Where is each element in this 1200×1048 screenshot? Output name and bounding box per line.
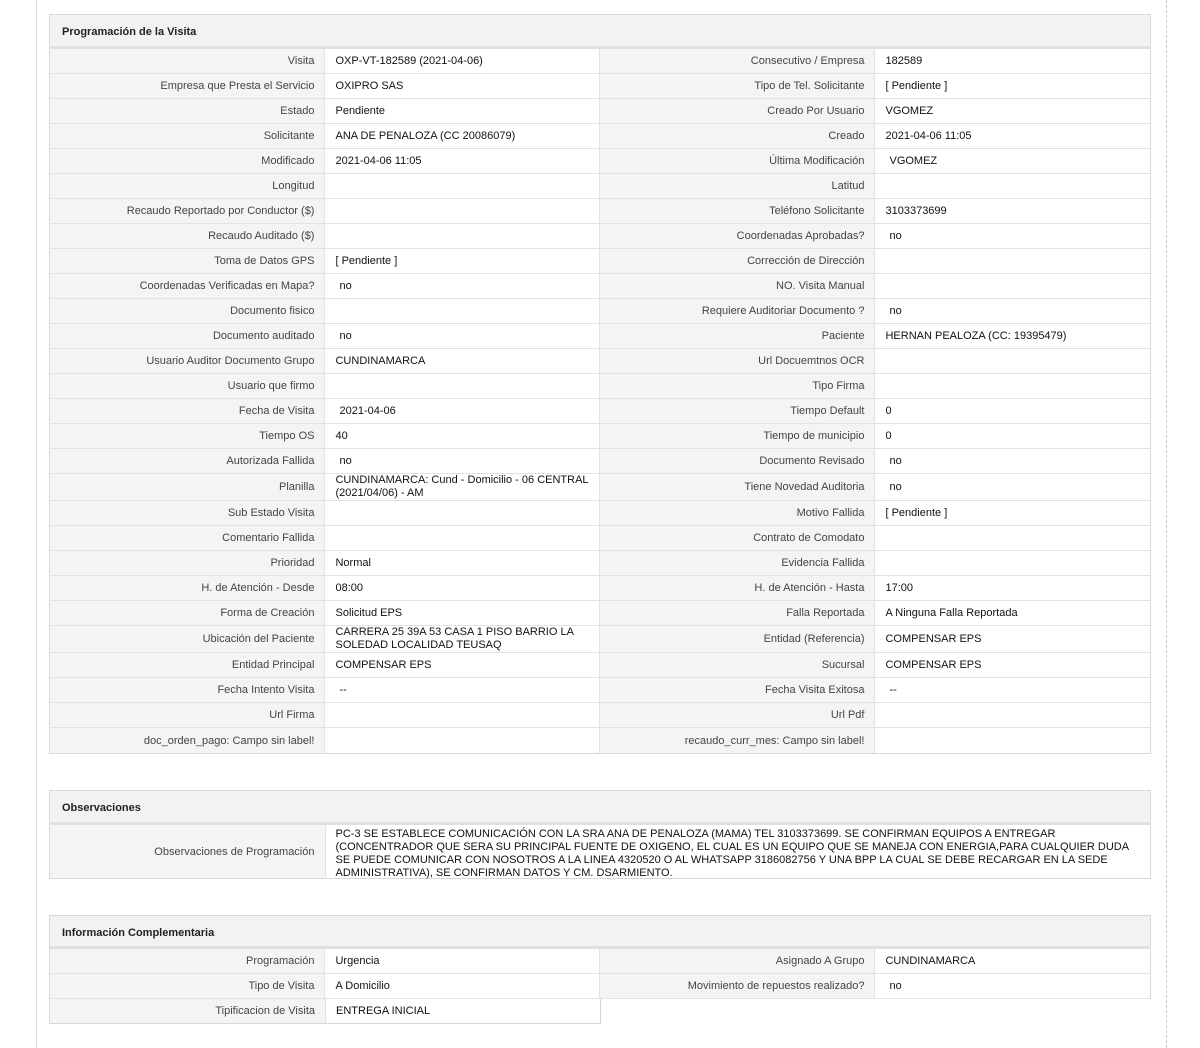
field-label: Tipo de Tel. Solicitante — [600, 74, 875, 98]
field-value: 0 — [875, 424, 1150, 448]
table-row — [50, 274, 1150, 299]
field-label: Requiere Auditoriar Documento ? — [600, 299, 875, 323]
field-value: ANA DE PENALOZA (CC 20086079) — [325, 124, 600, 148]
table-row — [50, 124, 1150, 149]
field-value: HERNAN PEALOZA (CC: 19395479) — [875, 324, 1150, 348]
table-row — [50, 551, 1150, 576]
field-value — [875, 374, 1150, 398]
field-value: no — [325, 274, 600, 298]
field-label: Url Docuemtnos OCR — [600, 349, 875, 373]
field-value: no — [875, 474, 1150, 500]
table-row — [50, 399, 1150, 424]
field-label: Fecha Visita Exitosa — [600, 678, 875, 702]
field-label: Visita — [50, 49, 325, 73]
field-value — [325, 374, 600, 398]
field-label: Evidencia Fallida — [600, 551, 875, 575]
field-value: no — [325, 449, 600, 473]
field-label: Planilla — [50, 474, 325, 500]
field-value: 0 — [875, 399, 1150, 423]
table-row — [50, 449, 1150, 474]
complementaria-table — [50, 949, 1151, 1024]
field-label: Recaudo Auditado ($) — [50, 224, 325, 248]
field-label: Tipificacion de Visita — [50, 999, 326, 1023]
field-value: OXP-VT-182589 (2021-04-06) — [325, 49, 600, 73]
table-row — [50, 653, 1150, 678]
field-label: Modificado — [50, 149, 325, 173]
field-label: Documento fisico — [50, 299, 325, 323]
field-value: CUNDINAMARCA: Cund - Domicilio - 06 CENTRAL (2021/04/06) - AM — [325, 474, 600, 500]
field-value — [875, 249, 1150, 273]
left-divider-line — [36, 0, 37, 1048]
field-value — [875, 349, 1150, 373]
field-value — [875, 728, 1150, 753]
field-label: Creado Por Usuario — [600, 99, 875, 123]
field-label: Corrección de Dirección — [600, 249, 875, 273]
table-row — [50, 99, 1150, 124]
field-value: ENTREGA INICIAL — [326, 999, 601, 1023]
field-value — [875, 526, 1150, 550]
table-row — [50, 199, 1150, 224]
field-value: Normal — [325, 551, 600, 575]
field-value: [ Pendiente ] — [875, 501, 1150, 525]
field-label: Entidad (Referencia) — [600, 626, 875, 652]
field-value — [325, 501, 600, 525]
table-row — [50, 74, 1150, 99]
field-label: Longitud — [50, 174, 325, 198]
table-row — [50, 501, 1150, 526]
field-label: Teléfono Solicitante — [600, 199, 875, 223]
field-label: Solicitante — [50, 124, 325, 148]
field-label: Tiene Novedad Auditoria — [600, 474, 875, 500]
field-label: Motivo Fallida — [600, 501, 875, 525]
field-label: H. de Atención - Desde — [50, 576, 325, 600]
field-label: Estado — [50, 99, 325, 123]
field-value: CUNDINAMARCA — [325, 349, 600, 373]
field-value: 2021-04-06 — [325, 399, 600, 423]
field-value: COMPENSAR EPS — [325, 653, 600, 677]
table-row — [50, 974, 1151, 999]
field-label: Autorizada Fallida — [50, 449, 325, 473]
table-row — [50, 678, 1150, 703]
field-value: no — [875, 449, 1150, 473]
field-value: COMPENSAR EPS — [875, 626, 1150, 652]
field-value — [325, 526, 600, 550]
observaciones-value: PC-3 SE ESTABLECE COMUNICACIÓN CON LA SRA ANA DE PENALOZA (MAMA) TEL 3103373699. SE CONFIRMAN EQUIPOS A ENTREGAR (CONCENTRADOR QUE SERA SU PRINCIPAL FUENTE DE OXIGENO, EL CUAL ES UN EQUIPO QUE SE MANEJA CON ENERGIA,PARA CUALQUIER DUDA SE PUEDE COMUNICAR CON NOSOTROS A LA LINEA 4320520 O AL WHATSAPP 3186082756 Y UNA BPP LA CUAL SE DEBE RECARGAR EN LA SEDE ADMINISTRATIVA), SE CONFIRMAN DATOS Y CM. DSARMIENTO. — [326, 825, 1151, 878]
table-row — [50, 601, 1150, 626]
section-observaciones — [49, 790, 1151, 879]
field-value: VGOMEZ — [875, 99, 1150, 123]
field-value: OXIPRO SAS — [325, 74, 600, 98]
field-value: A Ninguna Falla Reportada — [875, 601, 1150, 625]
field-label: Coordenadas Aprobadas? — [600, 224, 875, 248]
field-value: 17:00 — [875, 576, 1150, 600]
field-label: Tiempo Default — [600, 399, 875, 423]
field-label: NO. Visita Manual — [600, 274, 875, 298]
table-row — [50, 703, 1150, 728]
section-title: Programación de la Visita — [50, 15, 1150, 49]
field-value: no — [875, 224, 1150, 248]
table-row — [50, 349, 1150, 374]
field-label: Tipo Firma — [600, 374, 875, 398]
field-value: -- — [325, 678, 600, 702]
table-row — [50, 374, 1150, 399]
field-value: [ Pendiente ] — [325, 249, 600, 273]
field-label: Fecha Intento Visita — [50, 678, 325, 702]
field-label: Contrato de Comodato — [600, 526, 875, 550]
field-label: Usuario Auditor Documento Grupo — [50, 349, 325, 373]
field-label: Documento auditado — [50, 324, 325, 348]
section-programacion — [49, 14, 1151, 754]
field-label: Documento Revisado — [600, 449, 875, 473]
table-row — [50, 626, 1150, 653]
field-label: Toma de Datos GPS — [50, 249, 325, 273]
field-value — [875, 274, 1150, 298]
table-row — [50, 576, 1150, 601]
field-label: Programación — [50, 949, 325, 973]
field-label: Recaudo Reportado por Conductor ($) — [50, 199, 325, 223]
field-value — [875, 174, 1150, 198]
field-value: 08:00 — [325, 576, 600, 600]
field-value: 3103373699 — [875, 199, 1150, 223]
field-label: Tipo de Visita — [50, 974, 325, 998]
field-value: Solicitud EPS — [325, 601, 600, 625]
field-value: no — [325, 324, 600, 348]
field-label: doc_orden_pago: Campo sin label! — [50, 728, 325, 753]
section-complementaria — [49, 915, 1151, 1024]
field-value: Urgencia — [325, 949, 600, 973]
field-value: 2021-04-06 11:05 — [875, 124, 1150, 148]
field-label: Sucursal — [600, 653, 875, 677]
field-label: Fecha de Visita — [50, 399, 325, 423]
field-label: Ubicación del Paciente — [50, 626, 325, 652]
field-value: VGOMEZ — [875, 149, 1150, 173]
section-title: Observaciones — [50, 791, 1150, 825]
field-label: Comentario Fallida — [50, 526, 325, 550]
field-label: Latitud — [600, 174, 875, 198]
right-dashed-divider — [1166, 0, 1167, 1048]
table-row — [50, 224, 1150, 249]
table-row — [50, 49, 1150, 74]
table-row — [50, 174, 1150, 199]
field-label: Asignado A Grupo — [600, 949, 875, 973]
field-value — [325, 199, 600, 223]
field-value — [325, 299, 600, 323]
field-value — [325, 703, 600, 727]
field-label: H. de Atención - Hasta — [600, 576, 875, 600]
field-value — [325, 174, 600, 198]
field-value: 40 — [325, 424, 600, 448]
table-row — [50, 728, 1150, 753]
field-label: Coordenadas Verificadas en Mapa? — [50, 274, 325, 298]
field-label: recaudo_curr_mes: Campo sin label! — [600, 728, 875, 753]
table-row — [50, 249, 1150, 274]
table-row — [50, 424, 1150, 449]
field-label: Consecutivo / Empresa — [600, 49, 875, 73]
table-row — [50, 299, 1150, 324]
table-row — [50, 999, 601, 1024]
field-value: no — [875, 974, 1150, 998]
table-row — [50, 474, 1150, 501]
field-value: CARRERA 25 39A 53 CASA 1 PISO BARRIO LA SOLEDAD LOCALIDAD TEUSAQ — [325, 626, 600, 652]
field-value — [875, 551, 1150, 575]
field-label: Usuario que firmo — [50, 374, 325, 398]
field-label: Forma de Creación — [50, 601, 325, 625]
field-label: Tiempo OS — [50, 424, 325, 448]
field-value: CUNDINAMARCA — [875, 949, 1150, 973]
field-value: 2021-04-06 11:05 — [325, 149, 600, 173]
section-title: Información Complementaria — [49, 915, 1151, 949]
table-row — [50, 324, 1150, 349]
field-value — [325, 224, 600, 248]
field-label: Url Pdf — [600, 703, 875, 727]
field-value: COMPENSAR EPS — [875, 653, 1150, 677]
field-value: [ Pendiente ] — [875, 74, 1150, 98]
field-label: Última Modificación — [600, 149, 875, 173]
field-label: Creado — [600, 124, 875, 148]
field-value: Pendiente — [325, 99, 600, 123]
field-label: Paciente — [600, 324, 875, 348]
field-value: 182589 — [875, 49, 1150, 73]
field-label: Falla Reportada — [600, 601, 875, 625]
field-label: Tiempo de municipio — [600, 424, 875, 448]
field-label: Url Firma — [50, 703, 325, 727]
field-label: Empresa que Presta el Servicio — [50, 74, 325, 98]
field-value: A Domicilio — [325, 974, 600, 998]
field-label: Prioridad — [50, 551, 325, 575]
table-row — [50, 825, 1150, 878]
field-value — [875, 703, 1150, 727]
table-row — [50, 949, 1151, 974]
field-value: no — [875, 299, 1150, 323]
table-row — [50, 149, 1150, 174]
field-value: -- — [875, 678, 1150, 702]
field-value — [325, 728, 600, 753]
programacion-table — [50, 49, 1150, 753]
field-label: Movimiento de repuestos realizado? — [600, 974, 875, 998]
field-label: Observaciones de Programación — [50, 825, 326, 878]
field-label: Sub Estado Visita — [50, 501, 325, 525]
field-label: Entidad Principal — [50, 653, 325, 677]
table-row — [50, 526, 1150, 551]
